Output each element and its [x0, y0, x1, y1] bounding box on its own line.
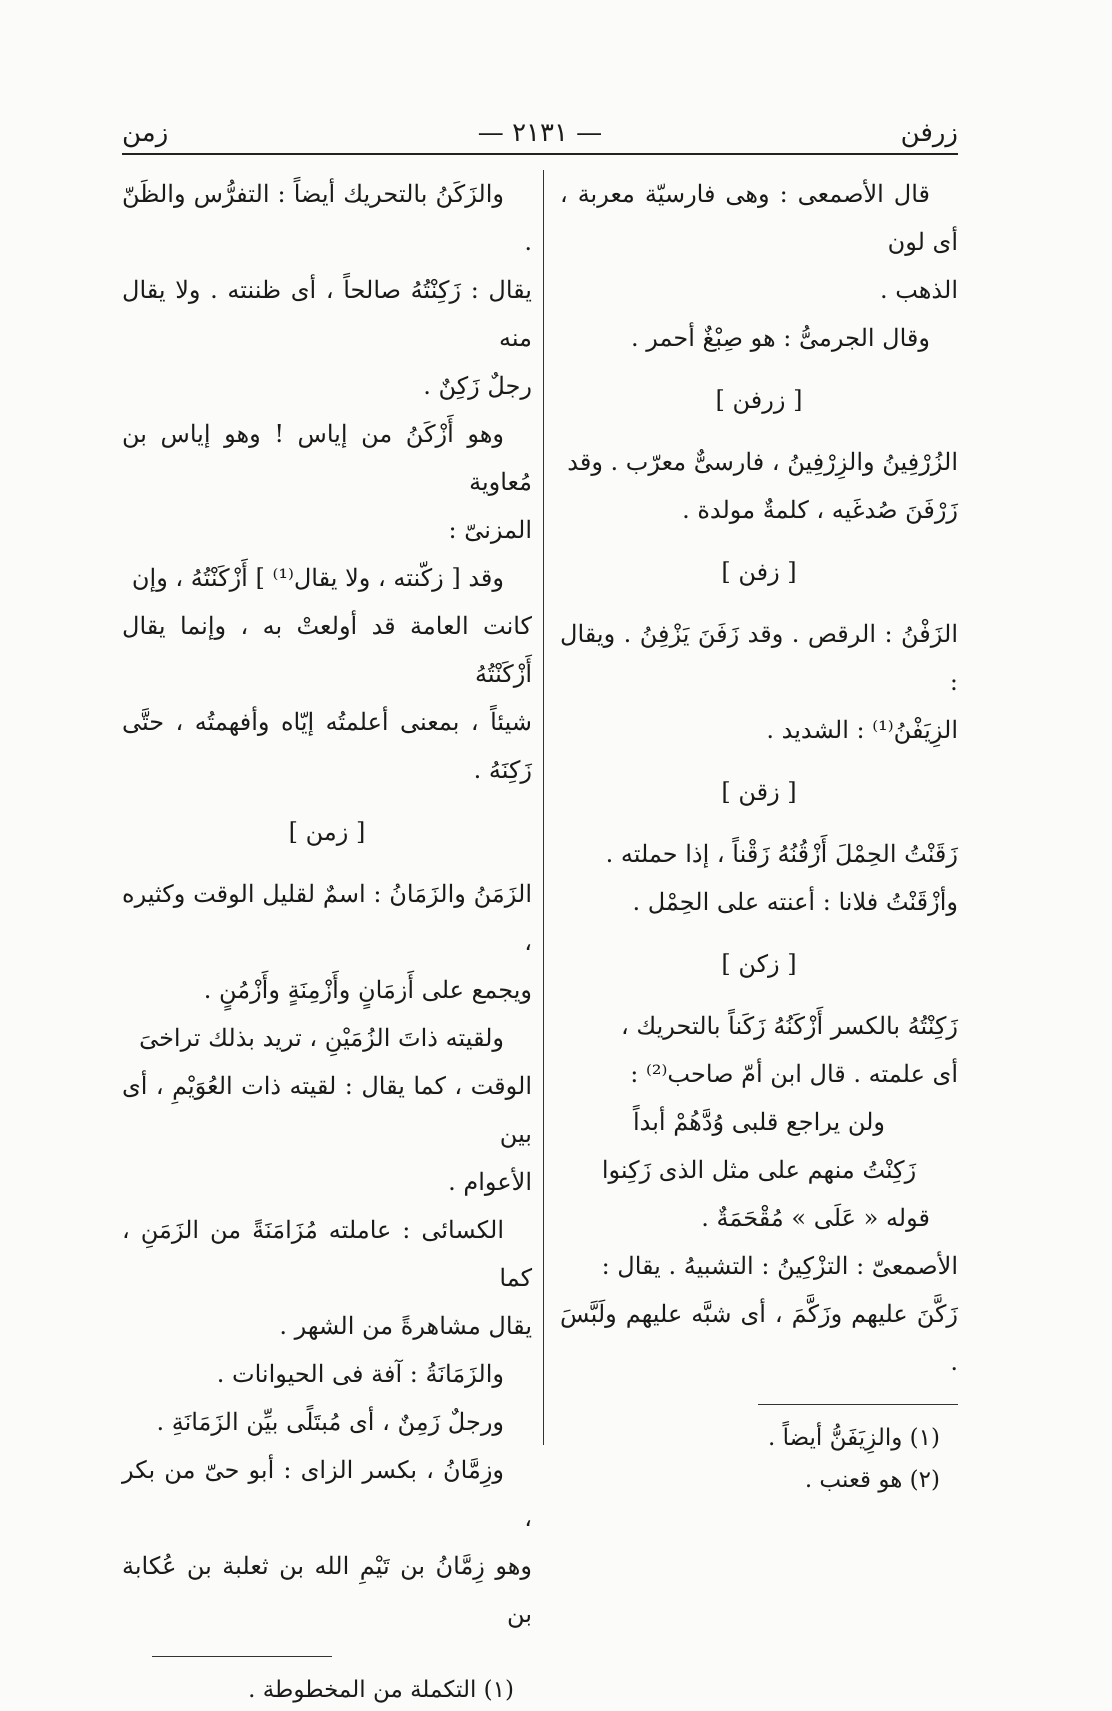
right-running-head: زرفن [900, 118, 958, 148]
right-column [560, 170, 958, 1501]
text-line: الذهب . [879, 276, 958, 304]
text-line: قوله « عَلَى » مُقْحَمَةٌ . [701, 1204, 930, 1232]
entry-heading: [ زقن ] [721, 778, 797, 806]
entry-heading: [ زرفن ] [715, 386, 803, 414]
verse-line: زَكِنْتُ منهم على مثل الذى زَكِنوا [601, 1156, 917, 1184]
text-line: الكسائى : عاملته مُزَامَنَةً من الزَمَنِ ، كما [122, 1216, 532, 1292]
page-header [122, 118, 958, 154]
text-line: وأزْقَنْتُ فلانا : أعنته على الحِمْل . [632, 888, 958, 916]
text-line: زَكَّنَ عليهم وزَكَّمَ ، أى شبَّه عليهم ولَبَّسَ . [560, 1300, 958, 1376]
footnote: (١) والزِيَفَنُّ أيضاً . [767, 1425, 940, 1451]
text-line: الزَفْنُ : الرقص . وقد زَفَنَ يَزْفِنُ . ويقال : [560, 620, 958, 696]
entry-heading: [ زمن ] [288, 818, 366, 846]
text-line: الوقت ، كما يقال : لقيته ذات العُوَيْمِ ، أى بين [122, 1072, 532, 1148]
text-line: الزُرْفِينُ والزِرْفِينُ ، فارسىٌّ معرّب . وقد [567, 448, 958, 476]
text-line: الأعوام . [448, 1168, 532, 1196]
text-line: ويجمع على أَزمَانٍ وأَزْمِنَةٍ وأَزْمُنٍ . [203, 976, 532, 1004]
text-line: زَرْفَنَ صُدغَيه ، كلمةٌ مولدة . [682, 496, 958, 524]
text-line: يقال مشاهرةً من الشهر . [279, 1312, 532, 1340]
text-line: قال الأصمعى : وهى فارسيّة معربة ، أى لون [560, 180, 958, 256]
text-line: زَقَنْتُ الحِمْلَ أَزْقُنُهُ زَقْناً ، إذا حملته . [605, 840, 958, 868]
text-line: الزِيَفْنُ⁽¹⁾ : الشديد . [766, 716, 958, 744]
verse-line: ولن يراجع قلبى وُدَّهُمْ أبداً [632, 1108, 886, 1136]
text-line: وهو زِمَّانُ بن تَيْمِ الله بن ثعلبة بن عُكابة بن [122, 1552, 532, 1628]
column-divider [543, 170, 544, 1445]
text-line: شيئاً ، بمعنى أعلمتُه إيّاه وأفهمتُه ، حتَّى زَكِنَهُ . [122, 708, 532, 784]
text-line: الزَمَنُ والزَمَانُ : اسمٌ لقليل الوقت وكثيره ، [122, 880, 532, 956]
footnote-rule [758, 1404, 958, 1405]
text-line: وقد [ زكّنته ، ولا يقال⁽¹⁾ ] أَزْكَنْتُهُ ، وإن [131, 564, 504, 592]
page-number: — ٢١٣١ — [477, 118, 603, 148]
text-line: وزِمَّانُ ، بكسر الزاى : أبو حىّ من بكر ، [122, 1456, 532, 1532]
text-line: المزنىّ : [448, 516, 532, 544]
footnote-rule [152, 1656, 332, 1657]
entry-heading: [ زكن ] [721, 950, 797, 978]
text-line: والزَمَانَةُ : آفة فى الحيوانات . [216, 1360, 504, 1388]
text-line: يقال : زَكِنْتُهُ صالحاً ، أى ظننته . ولا يقال منه [122, 276, 532, 352]
text-line: وقال الجرمىُّ : هو صِبْغٌ أحمر . [631, 324, 930, 352]
text-line: والزَكَنُ بالتحريك أيضاً : التفرُّس والظَنّ . [122, 180, 532, 256]
text-line: ورجلٌ زَمِنٌ ، أى مُبتَلًى بيِّن الزَمَانَةِ . [156, 1408, 504, 1436]
text-line: وهو أَزْكَنُ من إياس ! وهو إياس بن مُعاوية [122, 420, 532, 496]
text-line: الأصمعىّ : التزْكِينُ : التشبيهُ . يقال : [601, 1252, 958, 1280]
text-line: ولقيته ذاتَ الزُمَيْنِ ، تريد بذلك تراخىَ [139, 1024, 504, 1052]
text-line: زَكِنْتُهُ بالكسر أَزْكَنُهُ زَكَناً بالتحريك ، [620, 1012, 958, 1040]
entry-heading: [ زفن ] [721, 558, 797, 586]
text-line: كانت العامة قد أولعتْ به ، وإنما يقال أَزْكَنْتُهُ [122, 612, 532, 688]
footnote: (٢) هو قعنب . [804, 1467, 940, 1493]
left-running-head: زمن [122, 118, 169, 148]
header-rule [122, 153, 958, 155]
text-line: رجلٌ زَكِنٌ . [423, 372, 532, 400]
footnote: (١) التكملة من المخطوطة . [248, 1677, 514, 1703]
text-line: أى علمته . قال ابن أمّ صاحب⁽²⁾ : [630, 1060, 958, 1088]
left-column [122, 170, 532, 1711]
